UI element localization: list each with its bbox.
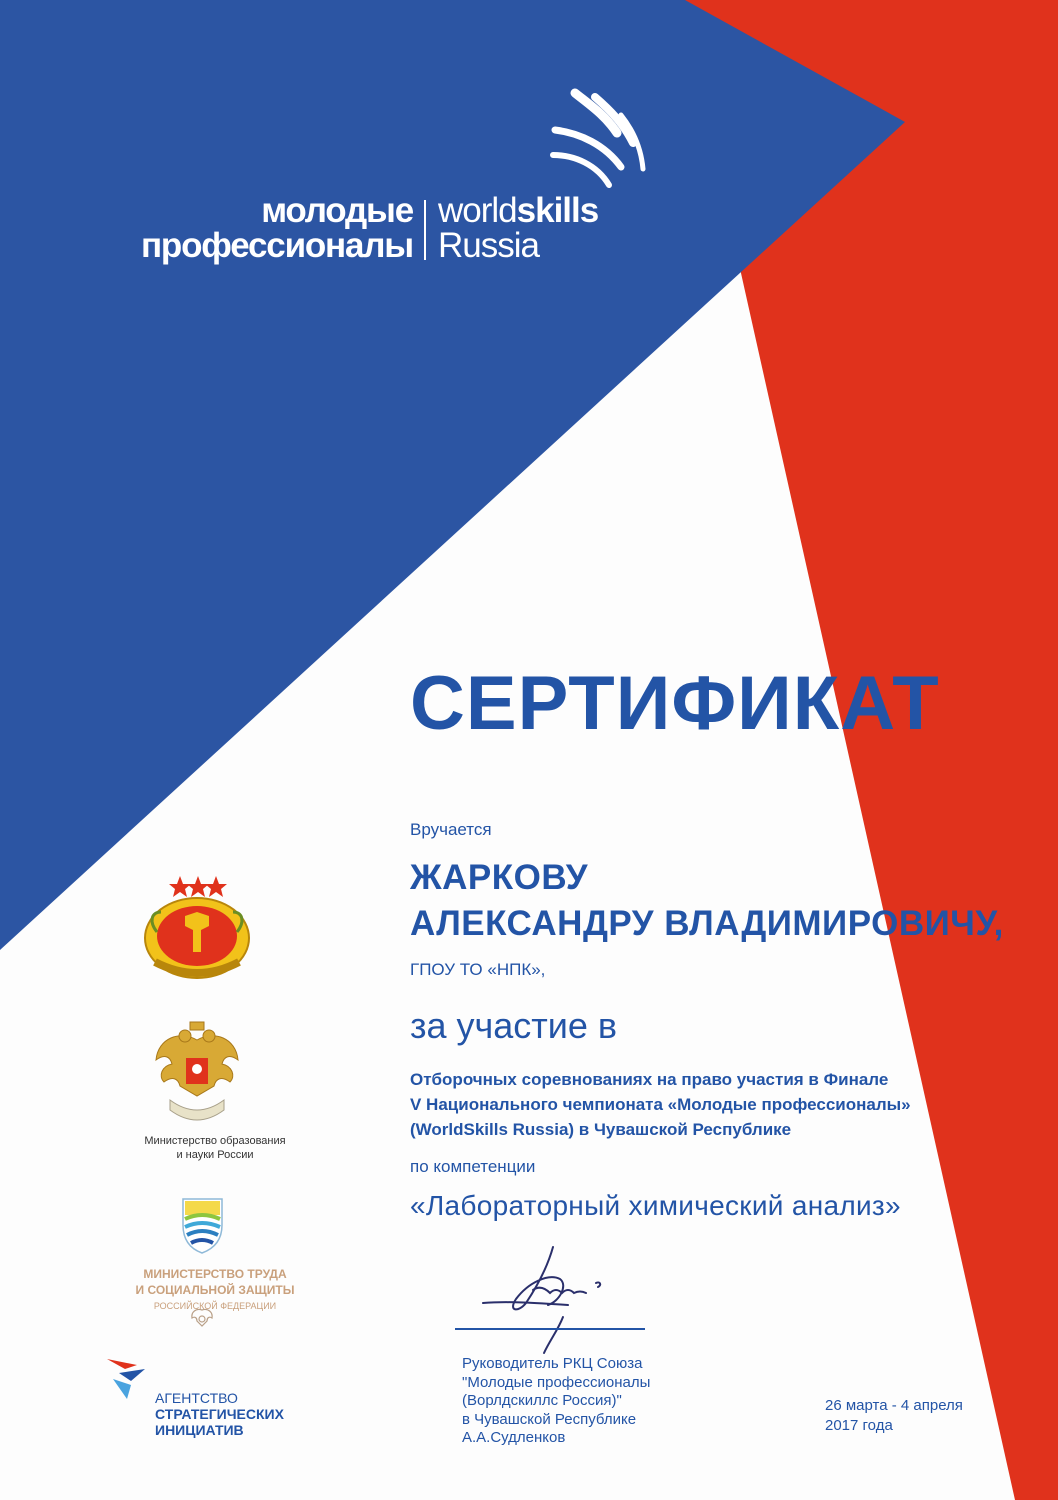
worldskills-bird-logo	[545, 85, 655, 200]
participation-label: за участие в	[410, 1005, 618, 1046]
handwritten-signature	[478, 1245, 628, 1355]
brand-separator	[424, 200, 426, 260]
brand-en-logotype	[438, 193, 598, 263]
asi-line1: АГЕНТСТВО	[155, 1390, 238, 1406]
signature-line	[455, 1328, 645, 1330]
recipient-name	[410, 855, 1004, 947]
brand-ru-line2: профессионалы	[140, 226, 413, 265]
signer-line2: "Молодые профессионалы	[462, 1373, 651, 1391]
ministry-education-caption	[125, 1134, 305, 1162]
ministry-education-emblem	[150, 1020, 245, 1125]
certificate-title: СЕРТИФИКАТ	[410, 661, 940, 746]
small-eagle-icon	[188, 1306, 216, 1334]
ministry-labor-line3: РОССИЙСКОЙ ФЕДЕРАЦИИ	[153, 1301, 277, 1311]
chuvash-republic-emblem	[135, 872, 260, 982]
event-line1: Отборочных соревнованиях на право участия в Финале	[410, 1070, 889, 1089]
ministry-labor-line2: И СОЦИАЛЬНОЙ ЗАЩИТЫ	[135, 1283, 295, 1297]
brand-en-skills: skills	[516, 191, 599, 230]
ministry-education-line1: Министерство образования	[144, 1135, 286, 1147]
asi-line3: ИНИЦИАТИВ	[155, 1422, 244, 1438]
awarded-label: Вручается	[410, 820, 492, 839]
asi-caption	[155, 1390, 284, 1438]
event-dates	[825, 1396, 963, 1436]
asi-arrows-logo	[105, 1355, 155, 1405]
asi-line2: СТРАТЕГИЧЕСКИХ	[155, 1406, 284, 1422]
ministry-education-line2: и науки России	[176, 1149, 254, 1161]
recipient-line2: АЛЕКСАНДРУ ВЛАДИМИРОВИЧУ,	[410, 904, 1004, 943]
signer-block	[462, 1355, 650, 1448]
event-line2: V Национального чемпионата «Молодые профессионалы»	[410, 1095, 911, 1114]
signer-line3: (Ворлдскиллс Россия)"	[462, 1392, 622, 1409]
date-line2: 2017 года	[825, 1417, 893, 1434]
recipient-line1: ЖАРКОВУ	[410, 858, 589, 897]
signer-line1: Руководитель РКЦ Союза	[462, 1355, 643, 1372]
brand-en-russia: Russia	[438, 226, 539, 265]
date-line1: 26 марта - 4 апреля	[825, 1397, 963, 1414]
signer-line4: в Чувашской Республике	[462, 1410, 637, 1428]
brand-ru-logotype	[141, 193, 413, 263]
event-line3: (WorldSkills Russia) в Чувашской Республике	[410, 1120, 792, 1139]
competence-name: «Лабораторный химический анализ»	[410, 1190, 901, 1221]
competence-label: по компетенции	[410, 1157, 536, 1176]
institution: ГПОУ ТО «НПК»,	[410, 960, 546, 979]
signer-line5: А.А.Судленков	[462, 1429, 566, 1446]
brand-ru-line1: молодые	[261, 191, 413, 230]
ministry-labor-emblem	[175, 1195, 230, 1255]
event-description	[410, 1067, 911, 1142]
ministry-labor-line1: МИНИСТЕРСТВО ТРУДА	[143, 1267, 287, 1281]
brand-en-world: world	[438, 191, 517, 230]
